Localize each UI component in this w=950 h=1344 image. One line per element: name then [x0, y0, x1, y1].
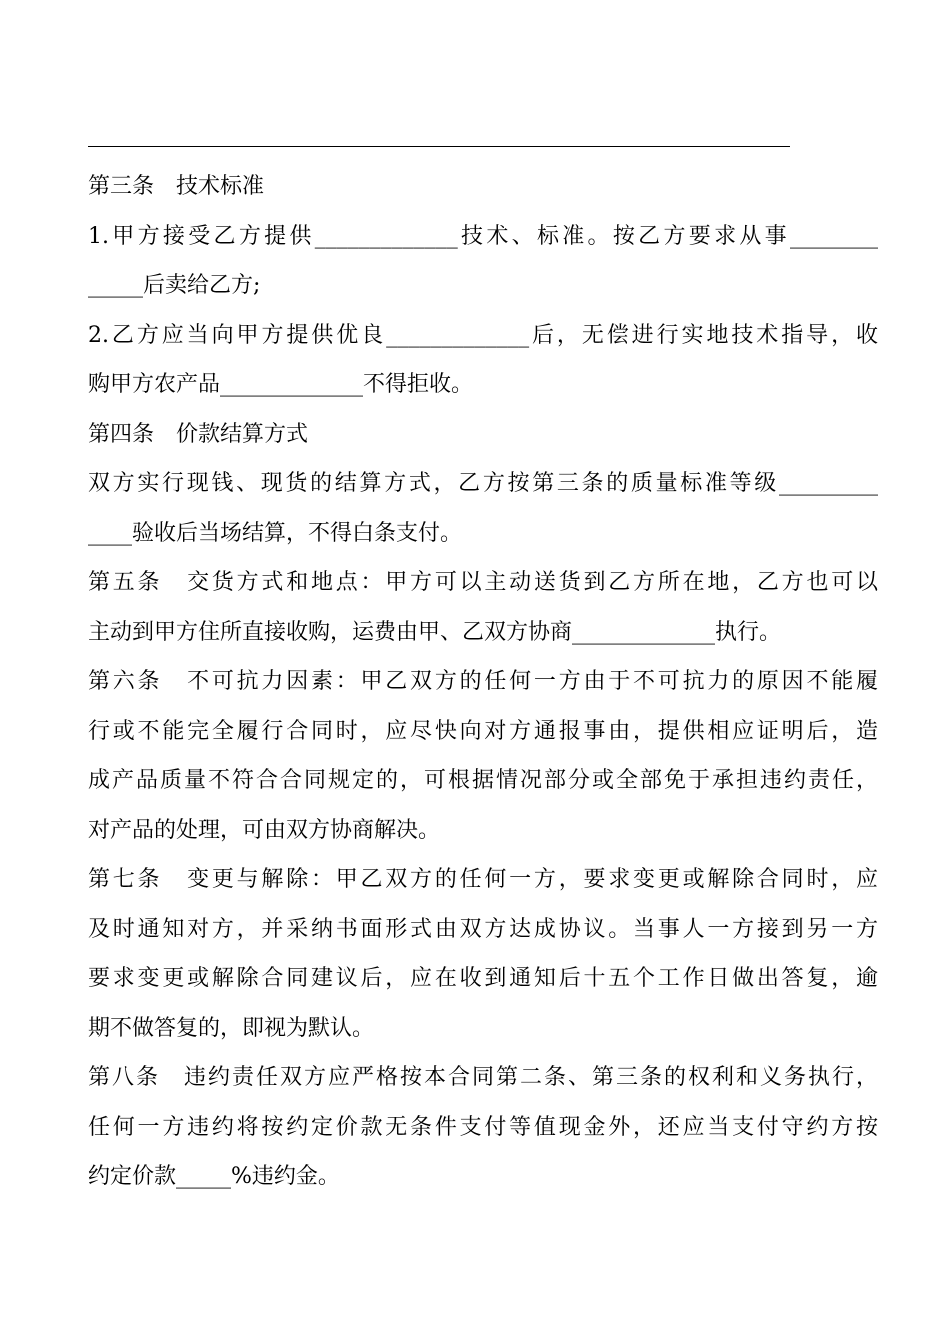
article-6-line-3: 成产品质量不符合合同规定的，可根据情况部分或全部免于承担违约责任， [88, 768, 878, 793]
article-8-line-2: 任何一方违约将按约定价款无条件支付等值现金外，还应当支付守约方按 [88, 1114, 878, 1140]
article-4-body-line-1: 双方实行现钱、现货的结算方式，乙方按第三条的质量标准等级_________ [88, 471, 878, 496]
article-3-clause-2-line-1: 2.乙方应当向甲方提供优良_____________后，无偿进行实地技术指导，收 [88, 322, 878, 348]
article-3-heading: 第三条 技术标准 [88, 174, 265, 199]
article-7-line-2: 及时通知对方，并采纳书面形式由双方达成协议。当事人一方接到另一方 [88, 916, 878, 942]
document-body [88, 162, 878, 1202]
article-3-clause-1-line-1: 1.甲方接受乙方提供_____________技术、标准。按乙方要求从事________ [88, 223, 878, 249]
article-5-line-1: 第五条 交货方式和地点：甲方可以主动送货到乙方所在地，乙方也可以 [88, 570, 878, 595]
article-6-line-2: 行或不能完全履行合同时，应尽快向对方通报事由，提供相应证明后，造 [88, 718, 878, 744]
article-7-line-1: 第七条 变更与解除：甲乙双方的任何一方，要求变更或解除合同时，应 [88, 867, 878, 892]
article-7-line-3: 要求变更或解除合同建议后，应在收到通知后十五个工作日做出答复，逾 [88, 966, 878, 991]
article-7-line-4: 期不做答复的，即视为默认。 [88, 1015, 375, 1041]
article-3-clause-1-line-2: _____后卖给乙方; [88, 273, 261, 298]
article-4-body-line-2: ____验收后当场结算，不得白条支付。 [88, 520, 463, 546]
top-divider-line [88, 146, 790, 147]
article-8-line-3: 约定价款_____%违约金。 [88, 1164, 340, 1189]
article-4-heading: 第四条 价款结算方式 [88, 421, 309, 447]
article-5-line-2: 主动到甲方住所直接收购，运费由甲、乙双方协商_____________执行。 [88, 619, 782, 645]
article-8-line-1: 第八条 违约责任双方应严格按本合同第二条、第三条的权利和义务执行， [88, 1065, 878, 1090]
article-3-clause-2-line-2: 购甲方农产品_____________不得拒收。 [88, 372, 474, 397]
article-6-line-4: 对产品的处理，可由双方协商解决。 [88, 817, 441, 843]
article-6-line-1: 第六条 不可抗力因素：甲乙双方的任何一方由于不可抗力的原因不能履 [88, 669, 878, 694]
